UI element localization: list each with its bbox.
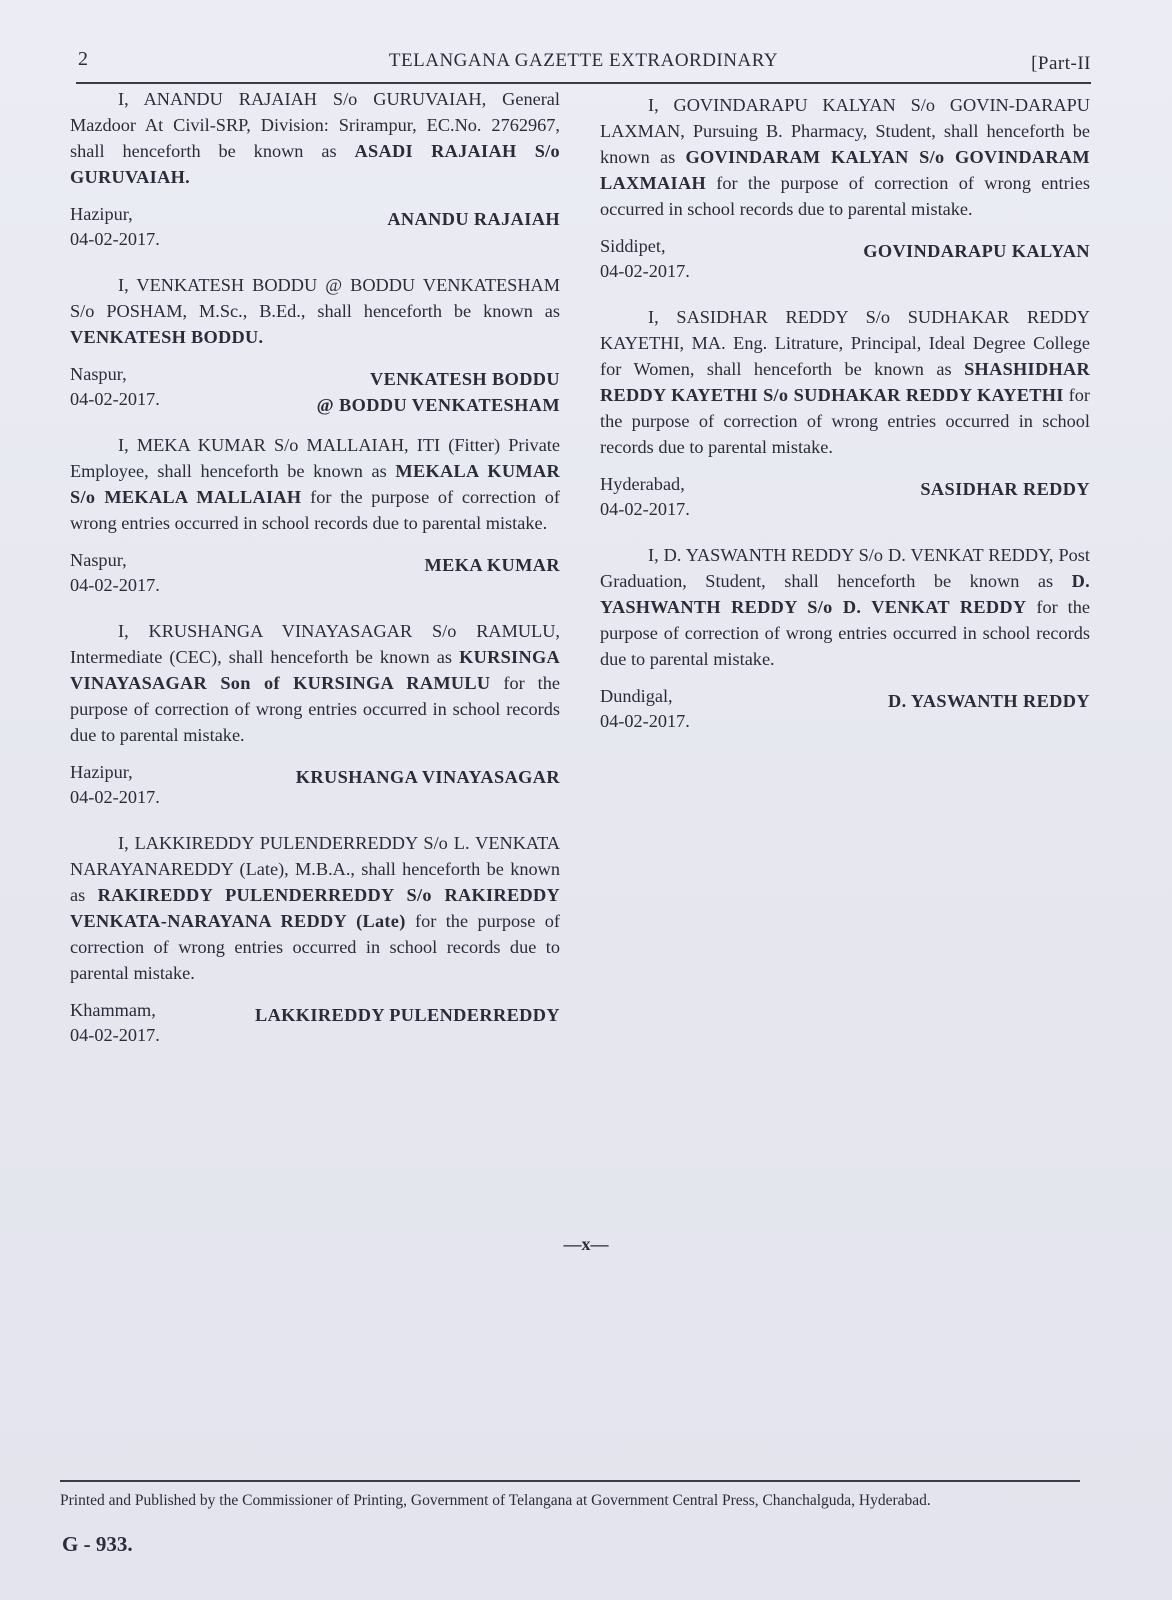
footer-imprint: Printed and Published by the Commissioner of Printing, Government of Telangana at Government Central Press, Chanchalguda, Hyderabad.	[60, 1480, 1080, 1510]
signature-block	[600, 684, 1090, 734]
notice-date: 04-02-2017.	[600, 499, 690, 519]
gazette-title: TELANGANA GAZETTE EXTRAORDINARY	[388, 50, 779, 71]
signatory-name-line: LAKKIREDDY PULENDERREDDY	[254, 1005, 560, 1025]
name-change-notice	[70, 272, 560, 415]
name-change-notice	[70, 432, 560, 598]
notice-text: for the purpose of correction of wrong entries occurred in school records due to parental mistake.	[70, 487, 560, 533]
notice-text: I, MEKA KUMAR S/o MALLAIAH, ITI (Fitter) Private Employee, shall henceforth be known as	[70, 435, 560, 481]
page-header	[76, 48, 1091, 84]
signature-block	[600, 234, 1090, 284]
notice-body	[70, 86, 560, 190]
signatory-name-line: MEKA KUMAR	[424, 555, 560, 575]
signature-block	[70, 760, 560, 810]
right-column	[600, 92, 1090, 754]
signature-block	[70, 548, 560, 598]
notice-place: Siddipet,	[600, 236, 666, 256]
notice-text: for the purpose of correction of wrong entries occurred in school records due to parental mistake.	[600, 597, 1091, 669]
notice-text: for the purpose of correction of wrong entries occurred in school records due to parental mistake.	[600, 173, 1090, 219]
signatory-name-line: D. YASWANTH REDDY	[887, 691, 1090, 711]
signatory-name	[888, 688, 1090, 714]
notice-body	[600, 542, 1090, 672]
notice-place: Hazipur,	[70, 762, 133, 782]
notice-date: 04-02-2017.	[600, 711, 690, 731]
signatory-name	[920, 476, 1090, 502]
new-name-text: SHASHIDHAR REDDY KAYETHI S/o SUDHAKAR REDDY KAYETHI	[600, 359, 1090, 405]
new-name-text: KURSINGA VINAYASAGAR Son of KURSINGA RAMULU	[70, 647, 560, 693]
page-number: 2	[78, 48, 89, 70]
new-name-text: D. YASHWANTH REDDY S/o D. VENKAT REDDY	[600, 571, 1090, 617]
gazette-code: G - 933.	[62, 1532, 133, 1556]
new-name-text: VENKATESH BODDU.	[70, 327, 264, 347]
notice-text: I, GOVINDARAPU KALYAN S/o GOVIN-DARAPU LAXMAN, Pursuing B. Pharmacy, Student, shall henceforth be known as	[600, 95, 1090, 167]
notice-body	[600, 304, 1090, 460]
notice-date: 04-02-2017.	[70, 575, 160, 595]
signatory-name	[863, 238, 1090, 264]
signatory-name-line: GOVINDARAPU KALYAN	[863, 241, 1090, 261]
notice-body	[600, 92, 1090, 222]
left-column	[70, 86, 560, 1068]
signature-block	[70, 202, 560, 252]
signatory-name	[296, 764, 560, 790]
notice-body	[70, 830, 560, 986]
notice-text: I, LAKKIREDDY PULENDERREDDY S/o L. VENKATA NARAYANAREDDY (Late), M.B.A., shall henceforth be known as	[70, 833, 560, 905]
notice-text: for the purpose of correction of wrong entries occurred in school records due to parental mistake.	[70, 911, 560, 983]
signatory-name-line: ANANDU RAJAIAH	[387, 209, 560, 229]
new-name-text: RAKIREDDY PULENDERREDDY S/o RAKIREDDY VENKATA-NARAYANA REDDY (Late)	[70, 885, 560, 931]
notice-body	[70, 432, 560, 536]
notice-place: Khammam,	[70, 1000, 156, 1020]
signatory-name-line: KRUSHANGA VINAYASAGAR	[295, 767, 560, 787]
notice-place: Dundigal,	[600, 686, 673, 706]
notice-date: 04-02-2017.	[70, 787, 160, 807]
signature-block	[600, 472, 1090, 522]
new-name-text: ASADI RAJAIAH S/o GURUVAIAH.	[70, 141, 560, 187]
signature-block	[70, 362, 560, 415]
notice-date: 04-02-2017.	[600, 261, 690, 281]
notice-place: Hyderabad,	[600, 474, 685, 494]
name-change-notice	[600, 542, 1090, 734]
notice-text: I, D. YASWANTH REDDY S/o D. VENKAT REDDY, Post Graduation, Student, shall henceforth be known as	[600, 545, 1090, 591]
signatory-name-line: @ BODDU VENKATESHAM	[316, 395, 560, 415]
name-change-notice	[600, 304, 1090, 522]
new-name-text: MEKALA KUMAR S/o MEKALA MALLAIAH	[70, 461, 560, 507]
name-change-notice	[70, 86, 560, 252]
new-name-text: GOVINDARAM KALYAN S/o GOVINDARAM LAXMAIAH	[600, 147, 1090, 193]
notice-text: I, KRUSHANGA VINAYASAGAR S/o RAMULU, Intermediate (CEC), shall henceforth be known as	[70, 621, 560, 667]
notice-body	[70, 272, 560, 350]
notice-text: I, SASIDHAR REDDY S/o SUDHAKAR REDDY KAYETHI, MA. Eng. Litrature, Principal, Ideal Degree College for Women, shall henceforth be known as	[600, 307, 1090, 379]
name-change-notice	[70, 618, 560, 810]
signatory-name	[387, 206, 560, 232]
signatory-name	[424, 552, 560, 578]
notice-text: for the purpose of correction of wrong entries occurred in school records due to parental mistake.	[70, 673, 560, 745]
signatory-name-line: VENKATESH BODDU	[369, 369, 560, 389]
notice-text: for the purpose of correction of wrong entries occurred in school records due to parental mistake.	[600, 385, 1090, 457]
notice-text: I, ANANDU RAJAIAH S/o GURUVAIAH, General Mazdoor At Civil-SRP, Division: Srirampur, EC.No. 2762967, shall henceforth be known as	[70, 89, 560, 161]
notice-date: 04-02-2017.	[70, 229, 160, 249]
notice-place: Hazipur,	[70, 204, 133, 224]
notice-date: 04-02-2017.	[70, 1025, 160, 1045]
notice-place: Naspur,	[70, 550, 127, 570]
signatory-name-line: SASIDHAR REDDY	[920, 479, 1090, 499]
notice-date: 04-02-2017.	[70, 389, 160, 409]
notice-place: Naspur,	[70, 364, 127, 384]
signatory-name	[255, 1002, 560, 1028]
name-change-notice	[70, 830, 560, 1048]
name-change-notice	[600, 92, 1090, 284]
signature-block	[70, 998, 560, 1048]
notice-text: I, VENKATESH BODDU @ BODDU VENKATESHAM S/o POSHAM, M.Sc., B.Ed., shall henceforth be known as	[70, 275, 560, 321]
part-label: [Part-II	[1031, 53, 1091, 74]
end-mark: —x—	[563, 1234, 609, 1254]
signatory-name	[317, 366, 560, 418]
notice-body	[70, 618, 560, 748]
